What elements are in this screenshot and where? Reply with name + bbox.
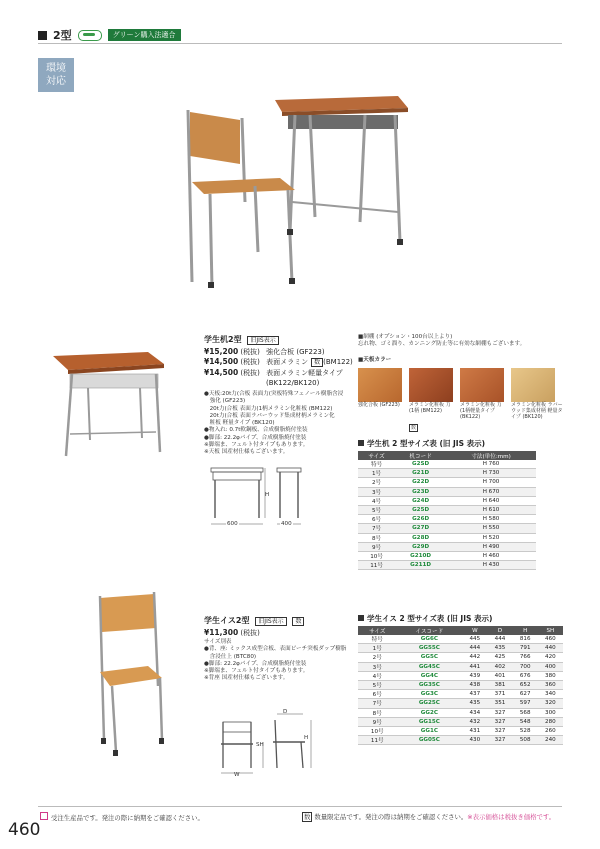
table-cell: 2号 [358,653,397,662]
desk-table-row [358,487,536,496]
desk-price-row: ¥14,500 (税抜) 表面メラミン 数 (BM122) [204,357,353,366]
table-cell: 360 [538,680,563,689]
table-cell: 676 [513,671,538,680]
table-cell: 300 [538,708,563,717]
desk-table-title: 学生机 2 型サイズ表 (旧 JIS 表示) [358,438,485,449]
table-cell: 280 [538,717,563,726]
table-cell: 381 [487,680,512,689]
desk-info [204,334,364,457]
chair-dim-sh: SH [256,742,264,748]
table-cell: 4号 [358,671,397,680]
table-cell: 652 [513,680,538,689]
table-cell: 439 [462,671,487,680]
desk-dim-width: 600 [227,521,238,527]
table-cell: H 700 [446,478,536,487]
table-cell: 8号 [358,708,397,717]
swatch-bm122: メラミン化粧板 力(1柄 (BM122) 数 [409,368,453,433]
table-cell: 240 [538,736,563,745]
desk-photo [48,348,166,460]
table-cell: 435 [487,644,512,653]
table-cell: 766 [513,653,538,662]
product-code-cell: GG6C [397,635,463,644]
product-code-cell: GG5C [397,653,463,662]
table-cell: 5号 [358,505,395,514]
chair-table-row [358,736,563,745]
chair-table-row [358,662,563,671]
chair-table-row [358,690,563,699]
table-cell: H 430 [446,561,536,570]
table-cell: 340 [538,690,563,699]
table-cell: 444 [462,644,487,653]
product-code-cell: G28D [395,533,446,542]
table-cell: 10号 [358,726,397,735]
table-cell: 2号 [358,478,395,487]
table-cell: 548 [513,717,538,726]
product-code-cell: G211D [395,561,446,570]
table-cell: 435 [462,699,487,708]
table-cell: 9号 [358,717,397,726]
table-cell: H 730 [446,469,536,478]
chair-dim-w: W [234,772,240,778]
table-cell: H 460 [446,551,536,560]
chair-table-row [358,671,563,680]
table-cell: 1号 [358,469,395,478]
desk-dim-height: H [265,492,270,498]
table-cell: 260 [538,726,563,735]
desk-notes: ●天板:20t力(合板 表面力(突板特殊フェノール樹脂含浸 強化 (GF223) 20t力(合板 表面力(1柄メラミン化粧板 (BM122) 20t力(合板 表面ラバーウッド集成材柄メラミン化 粧板 軽量タイプ (BK120) ●物入れ: 0.7t軟鋼板、合成樹脂焼付塗装 ●脚部: 22.2φパイプ、合成樹脂焼付塗装 ※脚端ま、フェルト付タイプもあります。 ※天板 国産材仕様もございます。 [204,391,344,456]
table-cell: 528 [513,726,538,735]
table-cell: 11号 [358,736,397,745]
desk-table-row [358,469,536,478]
limited-badge: 数 [292,617,304,626]
product-code-cell: G24D [395,496,446,505]
desk-table-row [358,496,536,505]
table-cell: 431 [462,726,487,735]
product-code-cell: G21D [395,469,446,478]
table-cell: 10号 [358,551,395,560]
table-cell: 327 [487,717,512,726]
product-code-cell: G29D [395,542,446,551]
table-cell: H 610 [446,505,536,514]
table-cell: 11号 [358,561,395,570]
table-cell: 445 [462,635,487,644]
table-cell: 351 [487,699,512,708]
desk-size-table: サイズ 机コード 寸法(単位:mm) 特号 G2SD H 760 1号 G21D H 730 2号 G22D H 700 3号 G23D H 670 4号 G24D H 640 5号 G25D H 610 6号 G26D H 580 7号 G27D H 550 8号 G28D H 520 9号 G29D H 490 10号 G210D H 460 11号 G211D H 430 [358,451,536,570]
chair-table-row [358,708,563,717]
table-cell: 442 [462,653,487,662]
desk-dim-depth: 400 [281,521,292,527]
desk-table-row [358,505,536,514]
footer-divider [38,806,562,807]
desk-table-row [358,478,536,487]
table-cell: 6号 [358,690,397,699]
swatch-color [358,368,402,402]
desk-table-row [358,561,536,570]
table-cell: H 490 [446,542,536,551]
product-code-cell: G22D [395,478,446,487]
square-icon [358,440,364,446]
table-cell: 430 [462,736,487,745]
desk-price-row: ¥14,500 (税抜) 表面メラミン軽量タイプ [204,368,343,377]
table-cell: 434 [462,708,487,717]
chair-table-row [358,699,563,708]
page-header [38,28,181,42]
made-to-order-icon [40,812,48,820]
green-purchase-logo-icon [78,30,102,41]
table-cell: 特号 [358,460,395,469]
table-cell: 1号 [358,644,397,653]
environment-label: 環境 対応 [38,58,74,92]
chair-table-row [358,680,563,689]
table-cell: 8号 [358,533,395,542]
desk-table-row [358,524,536,533]
chair-table-row [358,726,563,735]
table-cell: 400 [538,662,563,671]
page-title: 2型 [53,29,72,42]
table-cell: 5号 [358,680,397,689]
chair-price: ¥11,300 (税抜) [204,628,260,637]
desk-prices [204,347,364,388]
table-cell: 7号 [358,524,395,533]
limited-badge: 数 [411,425,417,431]
option-net-shelf: ■網棚 (オプション・100台以上より) 忘れ物、ゴミ溜り、カンニング防止等に有効な網棚もございます。 [358,334,526,348]
swatch-bk120: メラミン化粧板 ラバーウッド集成材柄 軽量タイプ (BK120) [511,368,563,433]
table-cell: 327 [487,726,512,735]
product-code-cell: GG05C [397,736,463,745]
table-cell: 402 [487,662,512,671]
table-cell: 4号 [358,496,395,505]
desk-table-row [358,551,536,560]
desk-table-row [358,533,536,542]
product-code-cell: GG1C [397,726,463,735]
table-cell: 508 [513,736,538,745]
chair-info [204,615,364,683]
page-number: 460 [8,820,41,840]
product-code-cell: GG55C [397,644,463,653]
table-cell: 440 [538,644,563,653]
table-cell: 380 [538,671,563,680]
swatch-color [409,368,453,402]
table-cell: H 670 [446,487,536,496]
footer-note-made-to-order: 受注生産品です。発注の際に納期をご確認ください。 [40,812,204,822]
table-cell: 3号 [358,487,395,496]
table-cell: 444 [487,635,512,644]
table-cell: 371 [487,690,512,699]
table-cell: 438 [462,680,487,689]
square-icon [38,31,47,40]
product-code-cell: GG3C [397,690,463,699]
table-cell: 320 [538,699,563,708]
product-code-cell: GG2C [397,708,463,717]
product-code-cell: G25D [395,505,446,514]
table-cell: 460 [538,635,563,644]
table-cell: 9号 [358,542,395,551]
table-cell: 3号 [358,662,397,671]
chair-size-table: サイズ イスコード W D H SH 特号 GG6C 445 444 816 460 1号 GG55C 444 435 791 440 2号 GG5C 442 425 766 420 3号 GG45C 441 402 700 400 4号 GG4C 439 401 676 380 5号 GG35C 438 381 652 360 6号 GG3C 437 371 627 340 7号 GG25C 435 351 597 320 8号 GG2C 434 327 568 300 9号 GG15C 432 327 548 280 10号 GG1C 431 327 528 260 11号 GG05C 430 327 508 240 [358,626,563,745]
limited-badge: 数 [311,358,323,367]
desk-chair-photo [170,82,410,292]
table-cell: 7号 [358,699,397,708]
desk-price-desc2: (BK122/BK120) [266,379,320,387]
product-code-cell: G2SD [395,460,446,469]
footer-note-limited: 数 数量限定品です。発注の際は納期をご確認ください。※表示価格は税抜き価格です。 [304,813,556,821]
chair-notes: サイズ別表 ●背、座: ミックス成型合板、表面ビーチ突板ダップ樹脂 含浸仕上 (BTC80) ●脚部: 22.2φパイプ、合成樹脂焼付塗装 ※脚端ま、フェルト付タイプもあります。 ※背座 国産材仕様もございます。 [204,639,347,682]
table-cell: 420 [538,653,563,662]
chair-dim-d: D [283,709,288,715]
chair-table-row [358,644,563,653]
chair-table-row [358,635,563,644]
top-color-swatches [358,368,563,433]
product-code-cell: G210D [395,551,446,560]
chair-table-row [358,653,563,662]
product-code-cell: GG45C [397,662,463,671]
product-code-cell: GG35C [397,680,463,689]
header-divider [38,43,562,44]
chair-title: 学生イス2型 [204,616,250,625]
desk-table-row [358,515,536,524]
chair-photo [88,590,168,760]
table-cell: H 550 [446,524,536,533]
table-cell: 327 [487,736,512,745]
top-colors-title: ■天板カラー [358,357,392,363]
swatch-bk122: メラミン化粧板 力(1柄軽量タイプ (BK122) [460,368,504,433]
desk-title: 学生机2型 [204,335,242,344]
desk-dimension-diagram [205,462,315,532]
product-code-cell: GG25C [397,699,463,708]
table-cell: 441 [462,662,487,671]
product-code-cell: G26D [395,515,446,524]
table-cell: 327 [487,708,512,717]
product-code-cell: GG15C [397,717,463,726]
swatch-color [511,368,555,402]
swatch-color [460,368,504,402]
product-code-cell: GG4C [397,671,463,680]
limited-badge: 数 [304,813,311,821]
green-purchase-badge: グリーン購入法適合 [108,29,181,41]
table-cell: 437 [462,690,487,699]
table-cell: 791 [513,644,538,653]
swatch-gf223: 強化合板 (GF223) [358,368,402,433]
table-cell: H 760 [446,460,536,469]
desk-price-row: ¥15,200 (税抜) 強化合板 (GF223) [204,347,325,356]
chair-dim-h: H [304,735,309,741]
chair-dimension-diagram [215,712,315,776]
table-cell: H 640 [446,496,536,505]
table-cell: 597 [513,699,538,708]
desk-table-row [358,460,536,469]
table-cell: 401 [487,671,512,680]
table-cell: 568 [513,708,538,717]
product-code-cell: G27D [395,524,446,533]
chair-table-title: 学生イス 2 型サイズ表 (旧 JIS 表示) [358,613,492,624]
table-cell: 特号 [358,635,397,644]
product-code-cell: G23D [395,487,446,496]
chair-jis-tag: 旧JIS表示 [255,617,286,626]
desk-table-row [358,542,536,551]
desk-jis-tag: 旧JIS表示 [247,336,278,345]
table-cell: 816 [513,635,538,644]
table-cell: 432 [462,717,487,726]
table-cell: 6号 [358,515,395,524]
table-cell: H 520 [446,533,536,542]
table-cell: 700 [513,662,538,671]
table-cell: H 580 [446,515,536,524]
square-icon [358,615,364,621]
table-cell: 627 [513,690,538,699]
chair-table-row [358,717,563,726]
table-cell: 425 [487,653,512,662]
